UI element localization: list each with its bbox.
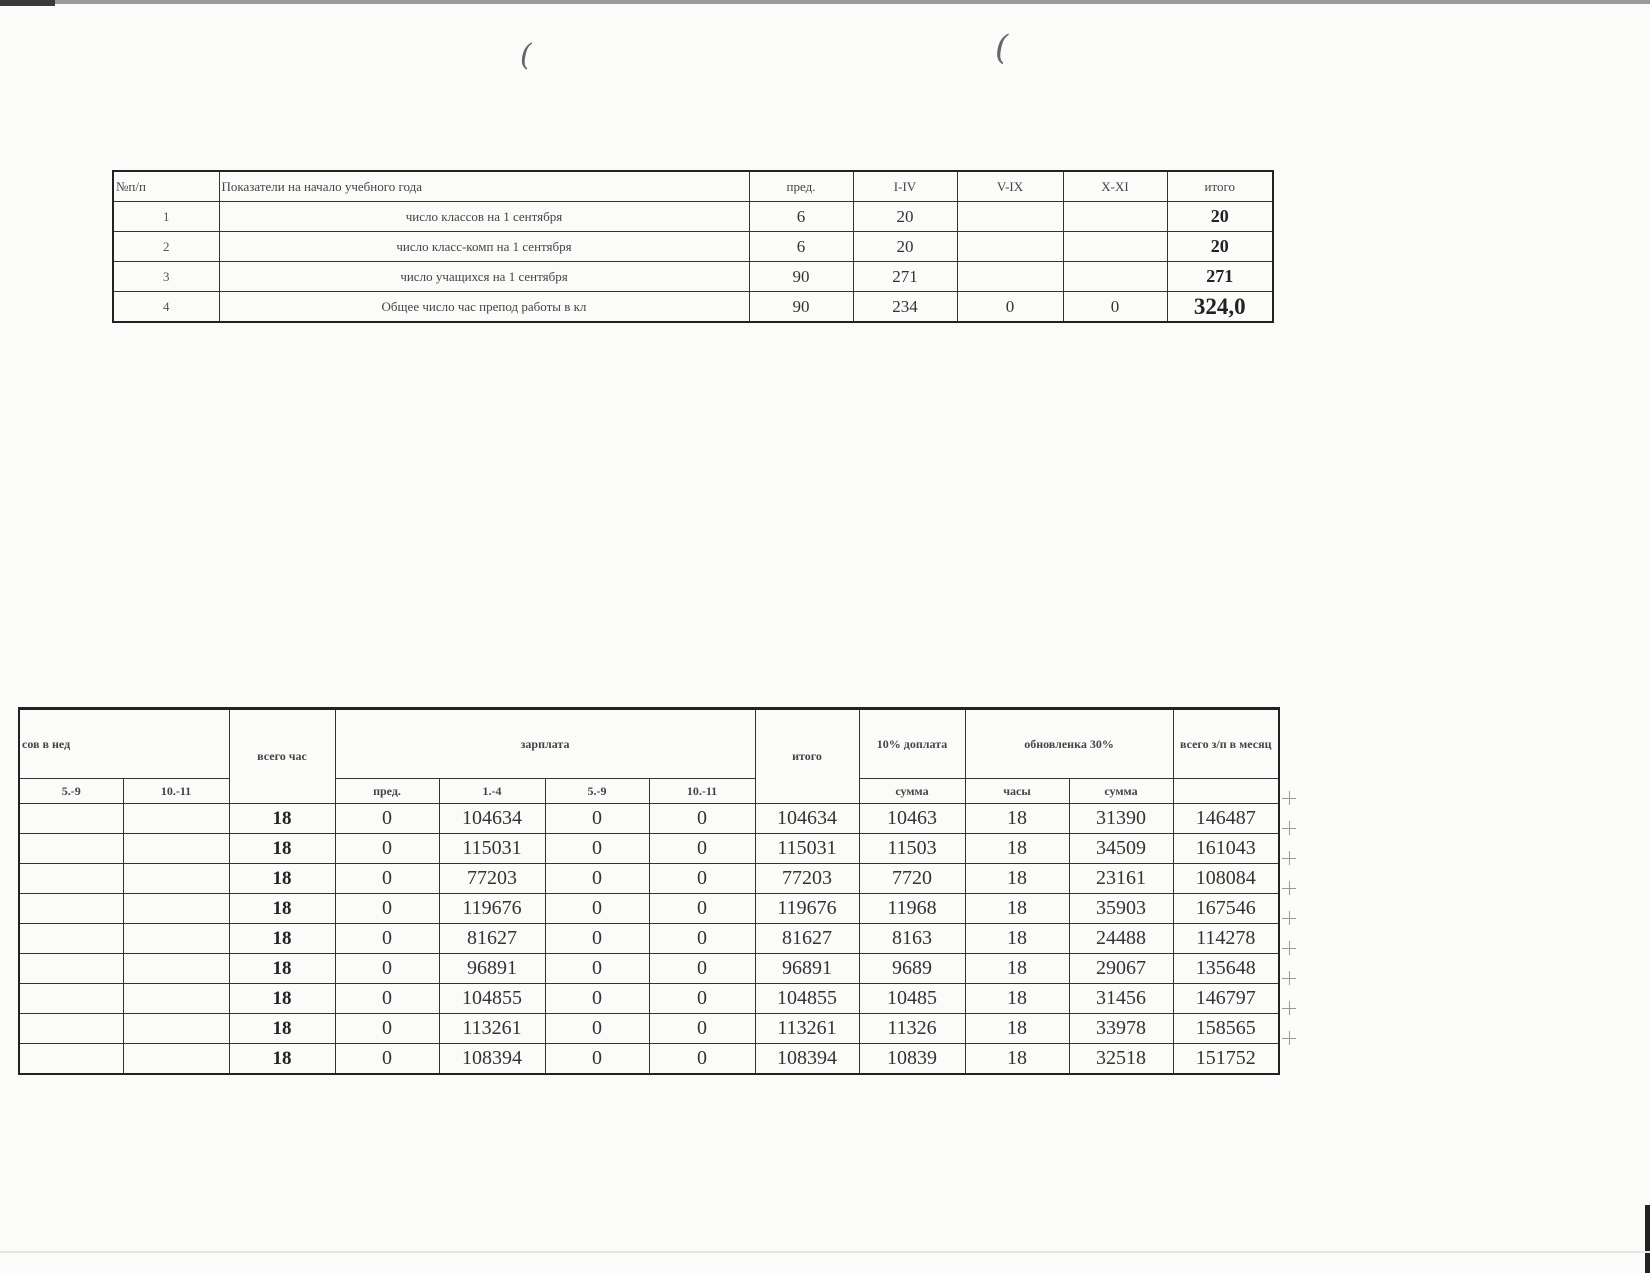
cell-pred: 0 [335, 954, 439, 984]
cell-total: 96891 [755, 954, 859, 984]
cell-bonus-sum: 10839 [859, 1044, 965, 1075]
cell-grades-1-4: 271 [853, 262, 957, 292]
punch-mark-left: ( [520, 38, 532, 73]
cell-update-hours: 18 [965, 1044, 1069, 1075]
header-indicators: Показатели на начало учебного года [219, 171, 749, 202]
cell-salary-10-11: 0 [649, 924, 755, 954]
pencil-tick [1289, 1031, 1290, 1045]
cell-pred: 90 [749, 292, 853, 323]
table-row [19, 1014, 1279, 1044]
cell-total-hours: 18 [229, 1014, 335, 1044]
cell-salary-10-11: 0 [649, 804, 755, 834]
scan-bottom-edge [0, 1251, 1650, 1253]
cell-total-hours: 18 [229, 1044, 335, 1075]
pencil-tick [1289, 791, 1290, 805]
cell-salary-1-4: 104634 [439, 804, 545, 834]
table-row [19, 954, 1279, 984]
cell-update-hours: 18 [965, 954, 1069, 984]
cell-salary-10-11: 0 [649, 984, 755, 1014]
scan-top-edge [0, 0, 1650, 4]
cell-update-sum: 33978 [1069, 1014, 1173, 1044]
table-row [19, 894, 1279, 924]
pencil-tick [1289, 1001, 1290, 1015]
cell-pred: 0 [335, 804, 439, 834]
row-number: 3 [113, 262, 219, 292]
cell-update-sum: 34509 [1069, 834, 1173, 864]
pencil-tick [1289, 971, 1290, 985]
cell-total-hours: 18 [229, 804, 335, 834]
cell-update-hours: 18 [965, 924, 1069, 954]
cell-grades-10-11 [1063, 232, 1167, 262]
cell-total: 104855 [755, 984, 859, 1014]
cell-update-hours: 18 [965, 804, 1069, 834]
cell-pred: 6 [749, 232, 853, 262]
cell-grades-10-11 [123, 1014, 229, 1044]
punch-mark-right: ( [995, 28, 1009, 68]
cell-salary-1-4: 108394 [439, 1044, 545, 1075]
cell-total-month: 161043 [1173, 834, 1279, 864]
cell-grades-10-11 [123, 924, 229, 954]
cell-bonus-sum: 8163 [859, 924, 965, 954]
cell-salary-5-9: 0 [545, 864, 649, 894]
cell-bonus-sum: 11326 [859, 1014, 965, 1044]
cell-total-hours: 18 [229, 894, 335, 924]
cell-salary-5-9: 0 [545, 984, 649, 1014]
table-row [113, 262, 1273, 292]
cell-pred: 90 [749, 262, 853, 292]
cell-grades-5-9 [957, 232, 1063, 262]
cell-update-hours: 18 [965, 984, 1069, 1014]
cell-salary-5-9: 0 [545, 894, 649, 924]
cell-salary-5-9: 0 [545, 924, 649, 954]
cell-total-hours: 18 [229, 924, 335, 954]
pencil-tick [1289, 851, 1290, 865]
cell-grades-1-4: 20 [853, 232, 957, 262]
cell-total: 113261 [755, 1014, 859, 1044]
cell-total-month: 146797 [1173, 984, 1279, 1014]
cell-update-sum: 31390 [1069, 804, 1173, 834]
cell-total-month: 151752 [1173, 1044, 1279, 1075]
cell-total: 324,0 [1167, 292, 1273, 323]
row-label: число классов на 1 сентября [219, 202, 749, 232]
cell-grades-10-11 [1063, 202, 1167, 232]
cell-grades-10-11 [123, 894, 229, 924]
cell-total-month: 146487 [1173, 804, 1279, 834]
table-row [19, 1044, 1279, 1075]
school-indicators-table [112, 170, 1274, 323]
cell-salary-5-9: 0 [545, 804, 649, 834]
cell-pred: 0 [335, 1044, 439, 1075]
cell-salary-10-11: 0 [649, 1014, 755, 1044]
cell-grades-5-9: 0 [957, 292, 1063, 323]
cell-total-month: 158565 [1173, 1014, 1279, 1044]
cell-total-month: 108084 [1173, 864, 1279, 894]
subheader-salary-1-4: 1.-4 [439, 779, 545, 804]
row-label: Общее число час препод работы в кл [219, 292, 749, 323]
cell-grades-10-11 [123, 864, 229, 894]
row-number: 2 [113, 232, 219, 262]
cell-update-hours: 18 [965, 834, 1069, 864]
cell-bonus-sum: 11503 [859, 834, 965, 864]
cell-update-sum: 23161 [1069, 864, 1173, 894]
cell-salary-5-9: 0 [545, 1044, 649, 1075]
cell-total: 115031 [755, 834, 859, 864]
cell-pred: 0 [335, 1014, 439, 1044]
cell-update-hours: 18 [965, 894, 1069, 924]
cell-update-sum: 31456 [1069, 984, 1173, 1014]
cell-bonus-sum: 10485 [859, 984, 965, 1014]
salary-table [18, 707, 1280, 1075]
cell-total-month: 167546 [1173, 894, 1279, 924]
subheader-update-hours: часы [965, 779, 1069, 804]
cell-total: 77203 [755, 864, 859, 894]
cell-grades-5-9 [19, 864, 123, 894]
cell-total-month: 114278 [1173, 924, 1279, 954]
cell-pred: 0 [335, 834, 439, 864]
cell-grades-5-9 [19, 984, 123, 1014]
cell-total-hours: 18 [229, 984, 335, 1014]
cell-total: 81627 [755, 924, 859, 954]
row-number: 1 [113, 202, 219, 232]
pencil-tick [1289, 911, 1290, 925]
cell-salary-10-11: 0 [649, 954, 755, 984]
table-row [19, 834, 1279, 864]
subheader-grades-10-11: 10.-11 [123, 779, 229, 804]
table-row [113, 232, 1273, 262]
subheader-empty [1173, 779, 1279, 804]
cell-salary-1-4: 77203 [439, 864, 545, 894]
subheader-pred: пред. [335, 779, 439, 804]
subheader-update-sum: сумма [1069, 779, 1173, 804]
scan-right-edge [1645, 1205, 1650, 1273]
cell-salary-10-11: 0 [649, 894, 755, 924]
cell-total-month: 135648 [1173, 954, 1279, 984]
table-row [113, 202, 1273, 232]
cell-total: 271 [1167, 262, 1273, 292]
cell-grades-10-11 [123, 804, 229, 834]
cell-grades-1-4: 20 [853, 202, 957, 232]
cell-grades-5-9 [19, 804, 123, 834]
cell-grades-10-11 [123, 954, 229, 984]
cell-salary-5-9: 0 [545, 834, 649, 864]
table-row [19, 984, 1279, 1014]
cell-grades-5-9 [957, 262, 1063, 292]
salary-table-body [19, 804, 1279, 1075]
table-row [19, 924, 1279, 954]
header-grades-1-4: I-IV [853, 171, 957, 202]
cell-salary-10-11: 0 [649, 1044, 755, 1075]
cell-grades-5-9 [19, 894, 123, 924]
header-salary: зарплата [335, 709, 755, 779]
cell-update-sum: 32518 [1069, 1044, 1173, 1075]
cell-total-hours: 18 [229, 864, 335, 894]
pencil-tick [1289, 821, 1290, 835]
cell-pred: 0 [335, 984, 439, 1014]
header-total-month: всего з/п в месяц [1173, 709, 1279, 779]
cell-bonus-sum: 10463 [859, 804, 965, 834]
cell-total: 20 [1167, 232, 1273, 262]
cell-grades-10-11 [123, 984, 229, 1014]
cell-grades-5-9 [19, 954, 123, 984]
table-row [19, 804, 1279, 834]
cell-grades-5-9 [19, 1044, 123, 1075]
cell-update-hours: 18 [965, 864, 1069, 894]
cell-salary-10-11: 0 [649, 864, 755, 894]
table-subheader-row [19, 779, 1279, 804]
scan-corner-mark [0, 0, 55, 6]
pencil-tick [1289, 881, 1290, 895]
row-label: число учащихся на 1 сентября [219, 262, 749, 292]
cell-bonus-sum: 9689 [859, 954, 965, 984]
cell-grades-1-4: 234 [853, 292, 957, 323]
cell-grades-5-9 [19, 834, 123, 864]
cell-salary-1-4: 81627 [439, 924, 545, 954]
cell-salary-1-4: 119676 [439, 894, 545, 924]
header-bonus: 10% доплата [859, 709, 965, 779]
table-header-row [113, 171, 1273, 202]
cell-total-hours: 18 [229, 834, 335, 864]
header-number: №п/п [113, 171, 219, 202]
cell-pred: 0 [335, 864, 439, 894]
cell-pred: 6 [749, 202, 853, 232]
cell-salary-1-4: 104855 [439, 984, 545, 1014]
pencil-tick [1289, 941, 1290, 955]
table-row [113, 292, 1273, 323]
cell-grades-10-11 [1063, 262, 1167, 292]
cell-grades-5-9 [19, 924, 123, 954]
cell-bonus-sum: 7720 [859, 864, 965, 894]
table-header-row [19, 709, 1279, 779]
cell-grades-5-9 [957, 202, 1063, 232]
cell-update-hours: 18 [965, 1014, 1069, 1044]
cell-bonus-sum: 11968 [859, 894, 965, 924]
table-row [19, 864, 1279, 894]
cell-salary-5-9: 0 [545, 1014, 649, 1044]
cell-total: 119676 [755, 894, 859, 924]
header-total-hours: всего час [229, 709, 335, 804]
subheader-grades-5-9: 5.-9 [19, 779, 123, 804]
subheader-salary-10-11: 10.-11 [649, 779, 755, 804]
header-grades-5-9: V-IX [957, 171, 1063, 202]
header-pred: пред. [749, 171, 853, 202]
subheader-bonus-sum: сумма [859, 779, 965, 804]
cell-grades-10-11 [123, 1044, 229, 1075]
subheader-salary-5-9: 5.-9 [545, 779, 649, 804]
cell-salary-5-9: 0 [545, 954, 649, 984]
cell-salary-1-4: 115031 [439, 834, 545, 864]
row-number: 4 [113, 292, 219, 323]
cell-total: 20 [1167, 202, 1273, 232]
cell-total: 108394 [755, 1044, 859, 1075]
header-total: итого [1167, 171, 1273, 202]
cell-grades-10-11: 0 [1063, 292, 1167, 323]
row-label: число класс-комп на 1 сентября [219, 232, 749, 262]
cell-pred: 0 [335, 894, 439, 924]
header-update: обновленка 30% [965, 709, 1173, 779]
cell-grades-10-11 [123, 834, 229, 864]
cell-total: 104634 [755, 804, 859, 834]
header-grades-10-11: X-XI [1063, 171, 1167, 202]
cell-salary-1-4: 96891 [439, 954, 545, 984]
cell-update-sum: 24488 [1069, 924, 1173, 954]
cell-grades-5-9 [19, 1014, 123, 1044]
cell-salary-10-11: 0 [649, 834, 755, 864]
cell-total-hours: 18 [229, 954, 335, 984]
header-total: итого [755, 709, 859, 804]
cell-update-sum: 35903 [1069, 894, 1173, 924]
header-hours-week: сов в нед [19, 709, 229, 779]
cell-salary-1-4: 113261 [439, 1014, 545, 1044]
cell-pred: 0 [335, 924, 439, 954]
cell-update-sum: 29067 [1069, 954, 1173, 984]
